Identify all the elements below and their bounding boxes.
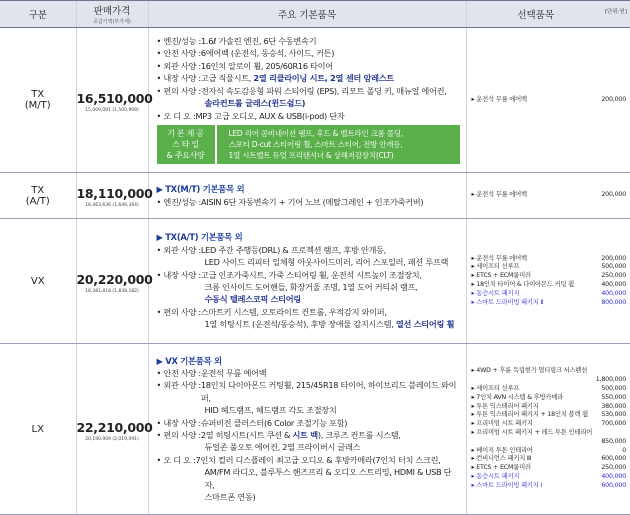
option-name: ▸ 동승시트 패키지: [471, 472, 520, 480]
option-item: [472, 281, 627, 290]
spec-plain: LED 주간 주행등(DRL) & 프로젝션 램프, 후방 안개등,: [200, 244, 386, 255]
option-price: 550,000: [601, 393, 626, 401]
spec-heading: ▶ VX 기본품목 외: [156, 355, 222, 366]
spec-label: • 편의 사양 :: [156, 306, 201, 317]
spec-line: [157, 318, 460, 330]
option-item: [472, 272, 627, 281]
option-item: [472, 376, 627, 385]
header-price: [76, 1, 148, 28]
option-name: ▸ 컨비니언스 패키지 Ⅲ: [471, 455, 532, 463]
base-style-label-line: 스 타 일: [172, 139, 199, 149]
price-cell: [76, 173, 153, 219]
spec-text: [201, 72, 460, 84]
spec-label: • 편의 사양 :: [156, 430, 201, 440]
option-name: ▸ 스마트 드라이빙 패키지 Ⅱ: [471, 298, 544, 306]
price-supply-value: 15,009,091 (1,500,909): [85, 107, 139, 113]
price-cell: [76, 344, 153, 515]
spec-highlight: 시트 백: [292, 430, 318, 440]
option-item: [472, 191, 627, 200]
base-style-label: [157, 125, 215, 164]
grade-name: TX: [31, 184, 45, 196]
option-item: [472, 367, 627, 376]
spec-plain: 18인치 다이아몬드 커팅휠, 215/45R18 타이어, 하이브리드 블레이드 와이퍼,: [200, 380, 457, 403]
spec-line: [157, 306, 460, 318]
spec-label: • 편의 사양 :: [156, 85, 201, 96]
grade-transmission: (M/T): [24, 100, 51, 111]
option-item: [472, 464, 627, 473]
base-style-label-line: & 주요사양: [166, 150, 205, 160]
price-supply-value: 18,381,818 (1,838,182): [85, 288, 139, 294]
spec-label: • 내장 사양 :: [156, 417, 201, 428]
option-cell: [466, 344, 630, 515]
spec-highlight: 솔라컨트롤 글래스(윈드쉴드): [204, 98, 306, 109]
spec-plain: 6에어백 (운전석, 동승석, 사이드, 커튼): [200, 48, 335, 59]
spec-line: [157, 72, 460, 84]
option-name: ▸ 스마트 드라이빙 패키지 Ⅰ: [471, 481, 543, 489]
spec-text: [201, 47, 460, 59]
spec-text: [201, 417, 460, 429]
header-spec: 주요 기본품목: [148, 1, 466, 28]
spec-text: [205, 318, 460, 330]
spec-text: [201, 379, 460, 404]
spec-plain: 고급 인조가죽시트, 가죽 스티어링 휠, 운전석 시트높이 조절장치,: [200, 269, 422, 280]
option-name: ▸ 세이프티 선루프: [471, 385, 520, 393]
spec-text: [205, 256, 460, 268]
option-name: ▸ 운전석 무릎 에어백: [471, 254, 527, 262]
grade-name: VX: [30, 275, 45, 287]
grade-name: TX: [31, 89, 45, 100]
option-name: ▸ ETCS + ECM룸미러: [471, 272, 531, 280]
option-name: ▸ 7인치 AVN 시스템 & 후방카메라: [471, 393, 564, 401]
option-price: 200,000: [601, 95, 626, 103]
option-price: 400,000: [601, 472, 626, 480]
spec-cell: [148, 173, 466, 219]
option-cell: [466, 219, 630, 344]
option-name: ▸ 동승시트 패키지: [471, 289, 520, 297]
spec-text: [201, 306, 460, 318]
header-option: [466, 1, 630, 28]
spec-highlight: 수동식 텔레스코픽 스티어링: [204, 294, 301, 305]
option-item: [472, 299, 627, 308]
spec-label: • 내장 사양 :: [156, 73, 201, 84]
option-item: [472, 411, 627, 420]
spec-plain: 1열 히팅시트 (운전석/동승석), 후방 장애물 감지시스템,: [204, 319, 396, 330]
table-row: [0, 28, 630, 173]
spec-highlight: 열선 스티어링 휠: [395, 319, 455, 330]
spec-text: [205, 441, 460, 453]
price-supply-value: 16,463,636 (1,646,364): [85, 203, 139, 208]
spec-text: [201, 244, 460, 256]
spec-cell: [148, 28, 466, 173]
spec-plain: 전자식 속도감응형 파워 스티어링 (EPS), 리모트 폴딩 키, 매뉴얼 에어컨,: [200, 85, 447, 96]
table-row: [0, 344, 630, 515]
spec-text: [205, 97, 460, 109]
base-style-items: [215, 125, 460, 164]
spec-plain: MP3 고급 오디오, AUX & USB(i-pod) 단자: [195, 110, 345, 121]
option-price: 530,000: [601, 411, 626, 419]
option-item: [472, 290, 627, 299]
spec-line: [157, 379, 460, 404]
spec-text: [205, 491, 460, 503]
option-name: ▸ 운전석 무릎 에어백: [471, 191, 527, 199]
option-item: [472, 473, 627, 482]
option-name: ▸ 프리미엄 시트 패키지: [471, 420, 533, 428]
spec-label: • 오 디 오 :: [156, 454, 196, 465]
spec-label: • 엔진/성능 :: [156, 196, 201, 207]
option-price: 200,000: [601, 254, 626, 262]
spec-text: [205, 404, 460, 416]
spec-line: [157, 35, 460, 47]
spec-line: [157, 47, 460, 59]
spec-text: [196, 454, 460, 466]
spec-cell: [148, 219, 466, 344]
spec-text: [205, 466, 460, 491]
header-price-sub: 공급가액(부가세): [93, 19, 131, 25]
price-value: 16,510,000: [76, 90, 153, 106]
price-cell: [76, 28, 153, 173]
spec-plain: 스마트키 시스템, 오토라이트 컨트롤, 우적감지 와이퍼,: [200, 306, 387, 317]
spec-plain: 스마트폰 연동): [204, 492, 256, 503]
option-price: 500,000: [601, 263, 626, 271]
spec-label: • 외관 사양 :: [156, 244, 201, 255]
spec-text: [201, 85, 460, 97]
option-name: ▸ 투톤 익스테리어 패키지: [471, 402, 539, 410]
spec-plain: 2열 히팅시트(시트 쿠션 &: [200, 430, 293, 440]
spec-plain: 운전석 무릎 에어백: [200, 367, 267, 378]
spec-text: [201, 196, 460, 208]
option-price: 250,000: [601, 464, 626, 472]
option-name: ▸ 투톤 익스테리어 패키지 + 18인치 블랙 휠: [471, 411, 589, 419]
spec-plain: 듀얼존 풀오토 에어컨, 2열 프라이버시 글래스: [204, 442, 361, 453]
option-item: [472, 263, 627, 272]
grade-cell: [0, 28, 76, 173]
grade-cell: [0, 344, 76, 515]
base-style-box: [157, 125, 460, 164]
spec-line: [157, 441, 460, 453]
price-supply-value: 20,190,909 (2,019,091): [85, 436, 139, 442]
spec-plain: HID 헤드램프, 헤드램프 각도 조절장치: [204, 405, 337, 416]
spec-line: [157, 491, 460, 503]
spec-line: [157, 429, 460, 441]
option-item: [472, 394, 627, 403]
grade-cell: [0, 219, 76, 344]
option-price: 500,000: [601, 385, 626, 393]
spec-line: [157, 281, 460, 293]
grade-transmission: (A/T): [25, 195, 50, 207]
option-name: ▸ 4WD + 후륜 독립현가 멀티링크 서스펜션: [471, 367, 588, 375]
price-value: 20,220,000: [76, 271, 153, 287]
spec-text: [201, 35, 460, 47]
spec-plain: 1.6ℓ 가솔린 엔진, 6단 수동변속기: [201, 36, 317, 47]
spec-label: • 오 디 오 :: [156, 110, 196, 121]
base-style-item: 1열 시트벨트 듀얼 프리텐셔너 & 상해저감장치(CLT): [228, 150, 394, 160]
option-price: 700,000: [601, 420, 626, 428]
option-item: [472, 429, 627, 438]
header-option-label: 선택품목: [517, 10, 555, 21]
spec-label: • 외관 사양 :: [156, 380, 201, 391]
option-price: 850,000: [601, 437, 626, 445]
table-row: [0, 219, 630, 344]
spec-text: [201, 269, 460, 281]
spec-line: [157, 196, 460, 208]
price-value: 18,110,000: [76, 186, 153, 201]
option-name: ▸ ETCS + ECM룸미러: [471, 464, 531, 472]
option-price: 200,000: [601, 191, 626, 199]
option-name: ▸ 운전석 무릎 에어백: [471, 95, 527, 103]
spec-tail: ), 크루즈 컨트롤 시스템,: [317, 430, 401, 440]
spec-plain: 고급 직물시트,: [200, 73, 254, 84]
option-price: 400,000: [601, 289, 626, 297]
spec-plain: AISIN 6단 자동변속기 + 기어 노브 (메탈그레인 + 인조가죽커버): [201, 196, 424, 207]
spec-line: [157, 454, 460, 466]
spec-line: [157, 404, 460, 416]
option-item: [472, 482, 627, 491]
spec-plain: 7인치 컬러 디스플레이 최고급 오디오 & 후방카메라(7인치 터치 스크린,: [195, 454, 441, 465]
spec-line: [157, 85, 460, 97]
grade-name: LX: [31, 423, 44, 435]
option-price: 400,000: [601, 281, 626, 288]
spec-cell: [148, 344, 466, 515]
option-price: 250,000: [601, 272, 626, 280]
spec-plain: 슈퍼비전 클러스터(6 Color 조절기능 포함): [200, 417, 348, 428]
spec-highlight: 2열 리클라이닝 시트, 2열 센터 암레스트: [253, 73, 394, 84]
option-price: 380,000: [601, 402, 626, 410]
option-price: 0: [622, 446, 626, 454]
spec-heading: ▶ TX(M/T) 기본품목 외: [156, 184, 245, 195]
table-row: [0, 173, 630, 219]
spec-plain: 크롬 인사이드 도어핸들, 화장거울 조명, 1열 도어 커티쉬 램프,: [204, 282, 418, 292]
option-name: ▸ 세이프티 선루프: [471, 263, 520, 271]
option-item: [472, 420, 627, 429]
option-price: 600,000: [601, 481, 626, 489]
spec-line: [157, 269, 460, 281]
option-price: 1,800,000: [595, 376, 626, 384]
spec-label: • 외관 사양 :: [156, 60, 201, 71]
grade-cell: [0, 173, 76, 219]
spec-heading: ▶ TX(A/T) 기본품목 외: [156, 232, 243, 243]
header-price-label: 판매가격: [93, 6, 131, 17]
spec-text: [201, 367, 460, 379]
option-name: ▸ 베이지 투톤 인테리어: [471, 446, 533, 454]
spec-text: [201, 60, 460, 72]
header-unit: [단위:원]: [604, 9, 627, 15]
base-style-label-line: 기 본 제 공: [167, 128, 204, 138]
spec-line: [157, 244, 460, 256]
spec-label: • 엔진/성능 :: [156, 36, 201, 47]
spec-line: [157, 466, 460, 491]
spec-line: [157, 367, 460, 379]
option-item: [472, 96, 627, 105]
price-value: 22,210,000: [76, 419, 153, 435]
option-item: [472, 455, 627, 464]
header-row: [0, 1, 630, 28]
option-name: ▸ 프리미엄 시트 패키지 + 레드 투톤 인테리어: [471, 429, 593, 436]
base-style-item: LED 리어 콤비네이션 램프, 후드 & 벨트라인 크롬 몰딩,: [228, 128, 403, 138]
spec-label: • 안전 사양 :: [156, 48, 201, 59]
option-name: ▸ 18인치 타이어 & 다이아몬드 커팅 휠: [471, 281, 575, 288]
spec-plain: 16인치 알로이 휠, 205/60R16 타이어: [200, 60, 333, 71]
spec-line: [157, 417, 460, 429]
option-price: 800,000: [601, 298, 626, 306]
spec-text: [205, 293, 460, 305]
option-price: 600,000: [601, 455, 626, 463]
spec-line: [157, 110, 460, 122]
spec-line: [157, 97, 460, 109]
spec-plain: LED 사이드 리피터 일체형 아웃사이드미러, 리어 스포일러, 패션 루프랙: [204, 257, 449, 268]
base-style-item: 스포티 D-cut 스티어링 휠, 스마트 스티어, 전방 안개등,: [228, 139, 403, 149]
option-item: [472, 385, 627, 394]
spec-line: [157, 293, 460, 305]
header-grade: 구분: [0, 1, 76, 28]
option-cell: [466, 28, 630, 173]
spec-text: [201, 429, 460, 441]
spec-label: • 안전 사양 :: [156, 367, 201, 378]
option-item: [472, 438, 627, 447]
spec-text: [196, 110, 460, 122]
spec-plain: AM/FM 라디오, 블루투스 핸즈프리 & 오디오 스트리밍, HDMI & USB 단자,: [204, 467, 452, 490]
option-cell: [466, 173, 630, 219]
price-cell: [76, 219, 153, 344]
spec-text: [205, 281, 460, 293]
spec-line: [157, 60, 460, 72]
spec-line: [157, 256, 460, 268]
spec-label: • 내장 사양 :: [156, 269, 201, 280]
